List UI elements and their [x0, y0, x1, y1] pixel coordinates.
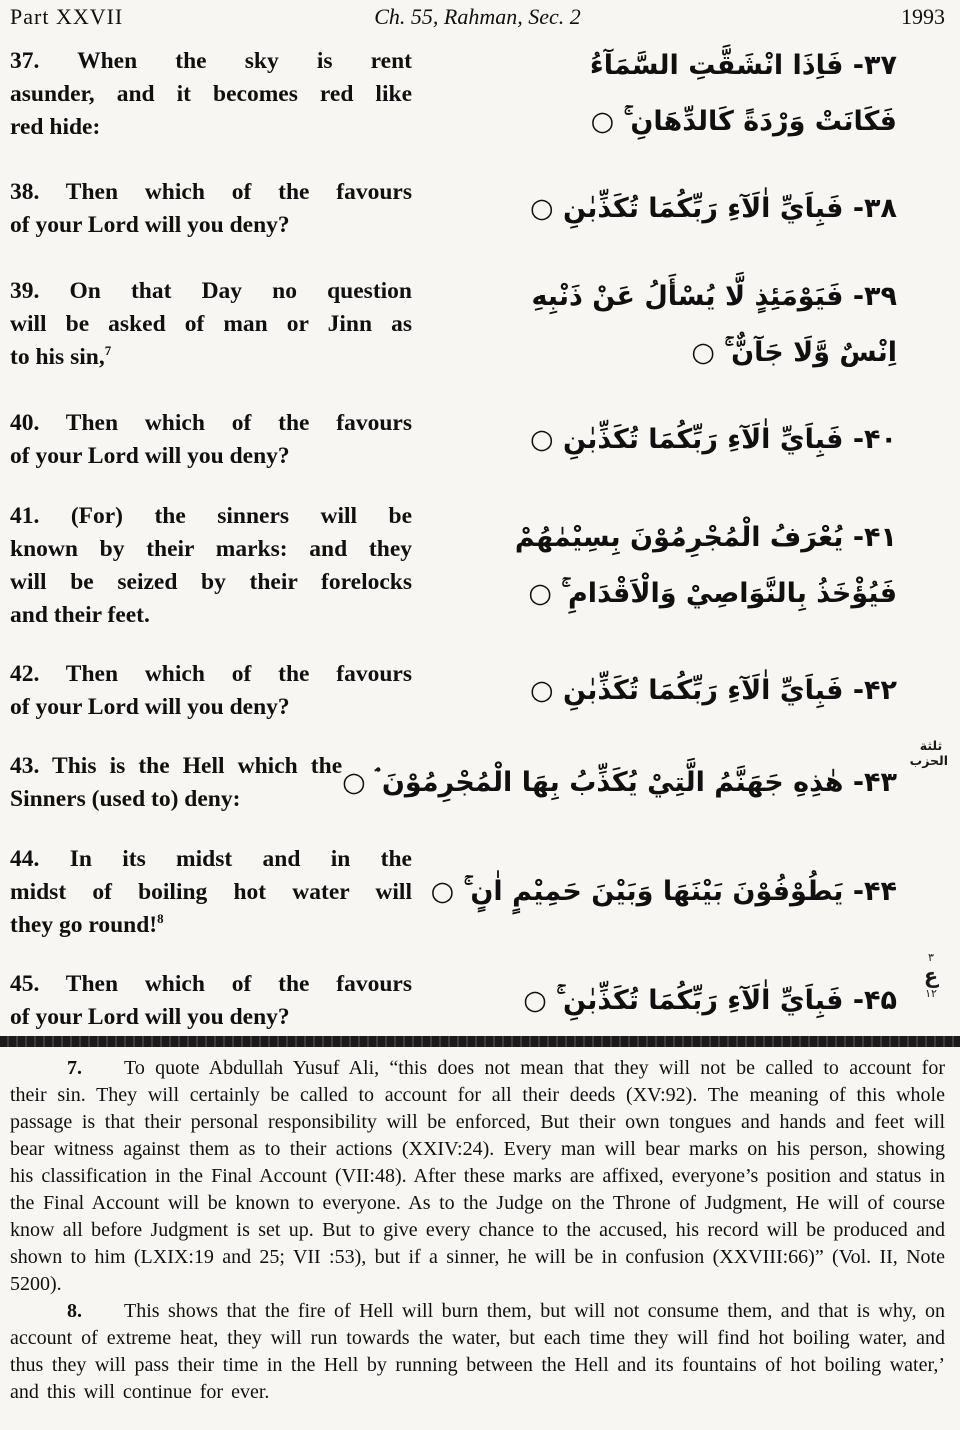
text-line: of your Lord will you deny?	[10, 443, 290, 470]
arabic-line: اِنْسٌ وَّلَا جَآنٌّ ۚ ○	[691, 336, 897, 368]
arabic-line: ۳۹- فَيَوْمَئِذٍ لَّا يُسْأَلُ عَنْ ذَنْبِهِ	[531, 280, 897, 312]
text-line: to his sin,	[10, 344, 105, 371]
verse-38-arabic	[412, 181, 897, 237]
arabic-line: ۴۵- فَبِاَيِّ اٰلَآءِ رَبِّكُمَا تُكَذِّبٰنِ ۚ ○	[523, 985, 897, 1016]
verse-row-38	[10, 176, 945, 242]
text-line: 42. Then which of the favours	[10, 660, 412, 687]
verse-row-39	[10, 269, 945, 381]
page-number: 1993	[901, 4, 945, 29]
footnote-reference-7: 7	[104, 343, 112, 359]
hizb-marker-word: ثلثة	[919, 738, 943, 753]
verse-42-arabic	[412, 663, 897, 719]
text-line: midst of boiling hot water will	[10, 878, 412, 905]
footnotes-section	[10, 1047, 945, 1406]
arabic-line: فَيُؤْخَذُ بِالنَّوَاصِيْ وَالْاَقْدَامِ ۚ ○	[528, 577, 897, 609]
verses-section	[10, 38, 945, 1034]
footnote-separator-rule	[0, 1036, 960, 1047]
text-line: 39. On that Day no question	[10, 278, 412, 305]
verse-row-41	[10, 500, 945, 632]
verse-37-english	[10, 45, 412, 144]
verse-45-english	[10, 968, 412, 1034]
verse-row-42	[10, 658, 945, 724]
text-line: and their feet.	[10, 601, 150, 628]
text-line: 38. Then which of the favours	[10, 179, 412, 206]
verse-39-english	[10, 275, 412, 374]
verse-37-arabic	[412, 38, 897, 150]
footnote-8	[10, 1298, 945, 1406]
verse-45-arabic	[412, 973, 897, 1029]
text-line: they go round!	[10, 911, 158, 938]
verse-43-english	[10, 750, 342, 816]
part-label: Part XXVII	[10, 4, 124, 29]
ruku-number-bottom: ۱۲	[925, 987, 937, 1000]
text-line: will be asked of man or Jinn as	[10, 311, 412, 338]
arabic-line: فَكَانَتْ وَرْدَةً كَالدِّهَانِ ۚ ○	[590, 106, 897, 137]
verse-row-40	[10, 407, 945, 473]
page-header	[10, 4, 945, 38]
footnote-reference-8: 8	[157, 910, 164, 926]
text-line: asunder, and it becomes red like	[10, 80, 412, 107]
footnote-number: 8.	[67, 1300, 82, 1322]
arabic-line: ۴۳- هٰذِهِ جَهَنَّمُ الَّتِيْ يُكَذِّبُ بِهَا الْمُجْرِمُوْنَ ۘ ○	[342, 767, 897, 799]
text-line: known by their marks: and they	[10, 535, 412, 562]
verse-row-37	[10, 38, 945, 150]
verse-row-43	[10, 750, 945, 816]
footnote-text: To quote Abdullah Yusuf Ali, “this does not mean that they will not be called to account for their sin. They will certainly be called to account for all their deeds (XV:92). The meaning of this whole passage is that their personal responsibility will be enforced, But their own tongues and hands and feet will bear witness against them as to their actions (XXIV:24). Every man will bear marks on his person, showing his classification in the Final Account (VII:48). After these marks are affixed, everyone’s position and status in the Final Account will be known to everyone. As to the Judge on the Throne of Judgment, He will of course know all before Judgment is set up. But to give every chance to the accused, his record will be produced and shown to him (LXIX:19 and 25; VII :53), but if a sinner, he will be in confusion (XXVIII:66)” (Vol. II, Note 5200).	[10, 1057, 945, 1295]
text-line: of your Lord will you deny?	[10, 212, 290, 239]
verse-39-arabic	[412, 269, 897, 381]
text-line: 40. Then which of the favours	[10, 410, 412, 437]
text-line: red hide:	[10, 113, 101, 140]
verse-41-arabic	[412, 510, 897, 622]
verse-43-arabic	[342, 755, 897, 811]
verse-row-44	[10, 843, 945, 942]
verse-41-english	[10, 500, 412, 632]
text-line	[10, 341, 412, 374]
verse-40-english	[10, 407, 412, 473]
text-line: 45. Then which of the favours	[10, 971, 412, 997]
arabic-line: ۴۰- فَبِاَيِّ اٰلَآءِ رَبِّكُمَا تُكَذِّبٰنِ ○	[530, 424, 897, 456]
arabic-line: ۴۱- يُعْرَفُ الْمُجْرِمُوْنَ بِسِيْمٰهُمْ	[514, 521, 897, 553]
text-line: Sinners (used to) deny:	[10, 786, 241, 813]
text-line	[10, 909, 412, 942]
chapter-heading: Ch. 55, Rahman, Sec. 2	[374, 4, 581, 29]
footnote-7	[10, 1055, 945, 1298]
text-line: 37. When the sky is rent	[10, 47, 412, 74]
footnote-text: This shows that the fire of Hell will burn them, but will not consume them, and that is why, on account of extreme heat, they will run towards the water, but each time they will find hot boiling water, and thus they will pass their time in the Hell by running between the Hell and its fountains of hot boiling water,’ and this will continue for ever.	[10, 1300, 945, 1403]
text-line: of your Lord will you deny?	[10, 693, 290, 720]
hizb-marker-word: الحزب	[909, 753, 948, 768]
arabic-line: ۳۷- فَاِذَا انْشَقَّتِ السَّمَآءُ	[589, 50, 897, 81]
ruku-number-top: ٣	[928, 951, 934, 964]
text-line: 43. This is the Hell which the	[10, 753, 343, 780]
arabic-line: ۴۴- يَطُوْفُوْنَ بَيْنَهَا وَبَيْنَ حَمِيْمٍ اٰنٍ ۚ ○	[430, 876, 897, 908]
text-line: will be seized by their forelocks	[10, 568, 412, 595]
verse-44-english	[10, 843, 412, 942]
footnote-number: 7.	[67, 1057, 82, 1079]
text-line: 41. (For) the sinners will be	[10, 502, 412, 529]
verse-row-45	[10, 968, 945, 1034]
ruku-marker	[916, 952, 946, 1000]
verse-42-english	[10, 658, 412, 724]
verse-38-english	[10, 176, 412, 242]
verse-44-arabic	[412, 864, 897, 920]
arabic-line: ۳۸- فَبِاَيِّ اٰلَآءِ رَبِّكُمَا تُكَذِّبٰنِ ○	[530, 193, 897, 225]
verse-40-arabic	[412, 412, 897, 468]
arabic-line: ۴۲- فَبِاَيِّ اٰلَآءِ رَبِّكُمَا تُكَذِّبٰنِ ○	[530, 674, 897, 706]
text-line: 44. In its midst and in the	[10, 845, 412, 872]
text-line: of your Lord will you deny?	[10, 1004, 290, 1030]
hizb-division-marker	[909, 738, 948, 768]
ruku-ain-sign: ع	[923, 964, 939, 988]
